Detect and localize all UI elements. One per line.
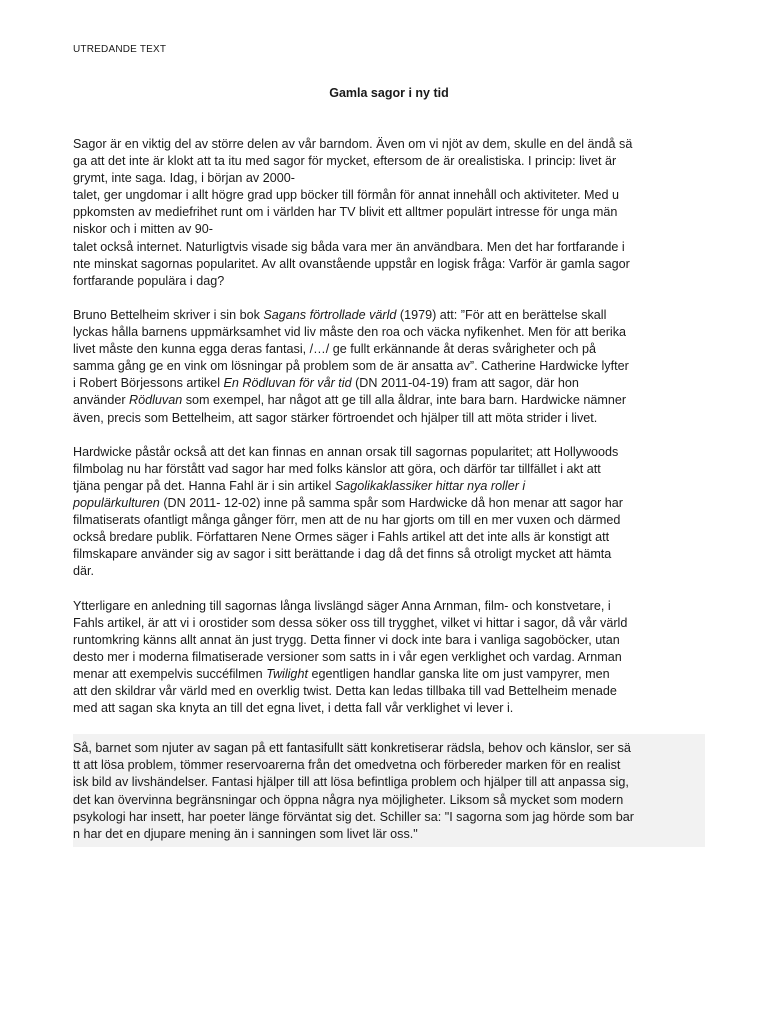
text-line: att den skildrar vår värld med en overklig twist. Detta kan ledas tillbaka till vad Bettelheim menade [73, 684, 617, 698]
text-line: menar att exempelvis succéfilmen Twilight egentligen handlar ganska lite om just vampyrer, men [73, 666, 610, 681]
paragraph [73, 444, 705, 581]
text-line: grymt, inte saga. Idag, i början av 2000- [73, 171, 295, 186]
text-line: desto mer i moderna filmatiserade versioner som satts in i vår egen verklighet och vardag. Arnman [73, 649, 622, 664]
text-line: även, precis som Bettelheim, att sagor stärker förtroendet och hjälper till att möta strider i livet. [73, 410, 598, 425]
text-line: Fahls artikel, är att vi i orostider som dessa söker oss till trygghet, vilket vi hittar i sagor, då vår värld [73, 615, 628, 630]
text-line: i Robert Börjessons artikel En Rödluvan för vår tid (DN 2011-04-19) fram att sagor, där hon [73, 376, 579, 391]
italic-title: populärkulturen [73, 495, 160, 510]
italic-title: Rödluvan [129, 393, 183, 408]
text-line: ga att det inte är klokt att ta itu med sagor för mycket, eftersom de är orealistiska. I princip: livet är [73, 154, 617, 169]
text-line: livet måste den kunna egga deras fantasi, /…/ ge fullt erkännande åt deras svårigheter och på [73, 342, 596, 357]
text-line: filmatiserats ofantligt många gånger förr, men att de nu har gjorts om till en mer vuxen och därmed [73, 513, 621, 528]
text-line: samma gång ge en vink om lösningar på problem som de är ansatta av”. Catherine Hardwicke lyfter [73, 359, 629, 374]
text-line: Så, barnet som njuter av sagan på ett fantasifullt sätt konkretiserar rädsla, behov och känslor, ser sä [73, 741, 631, 756]
text-line: talet, ger ungdomar i allt högre grad upp böcker till förmån för annat innehåll och aktiviteter. Med u [73, 188, 620, 203]
text-line: niskor och i mitten av 90- [73, 222, 213, 237]
text-line: använder Rödluvan som exempel, har något att ge till alla åldrar, inte bara barn. Hardwicke nämner [73, 393, 627, 408]
italic-title: Sagolikaklassiker hittar nya roller i [334, 478, 526, 493]
text-line: filmbolag nu har förstått vad sagor har med folks känslor att göra, och därför tar tillfället i akt att [73, 461, 601, 476]
italic-title: Twilight [266, 666, 308, 681]
text-line: det kan övervinna begränsningar och öppna några nya möjligheter. Liksom så mycket som modern [73, 792, 624, 807]
text-line: lyckas hålla barnens uppmärksamhet vid liv måste den roa och väcka nyfikenhet. Men för att berika [73, 325, 626, 340]
text-line: tt att lösa problem, tömmer reservoarerna från det omedvetna och förbereder marken för en realist [73, 758, 621, 773]
italic-title: En Rödluvan för vår tid [223, 376, 352, 391]
text-line: populärkulturen (DN 2011- 12-02) inne på samma spår som Hardwicke då hon menar att sagor har [73, 495, 623, 510]
text-line: nte minskat sagornas popularitet. Av allt ovanstående uppstår en logisk fråga: Varför är gamla sagor [73, 256, 630, 271]
paragraph [73, 307, 705, 427]
text-line: isk bild av livshändelser. Fantasi hjälper till att lösa befintliga problem och hjälper till att anpassa sig, [73, 775, 629, 790]
text-line: Hardwicke påstår också att det kan finnas en annan orsak till sagornas popularitet; att Hollywoods [73, 444, 619, 459]
text-line: talet också internet. Naturligtvis visade sig båda vara mer än användbara. Men det har fortfarande i [73, 239, 625, 254]
text-line: runtomkring känns allt annat än just trygg. Detta finner vi dock inte bara i vanliga sagoböcker, utan [73, 632, 620, 647]
text-line: ppkomsten av mediefrihet runt om i världen har TV blivit ett alltmer populärt intresse för unga män [73, 205, 618, 220]
document-title: Gamla sagor i ny tid [329, 86, 449, 100]
text-line: också bredare publik. Författaren Nene Ormes säger i Fahls artikel att det inte alls är konstigt att [73, 530, 610, 545]
text-line: där. [73, 564, 95, 579]
paragraph [73, 598, 705, 718]
document-label: UTREDANDE TEXT [73, 44, 167, 55]
text-line: filmskapare använder sig av sagor i sitt berättande i dag då det finns så otroligt mycket att hämta [73, 547, 612, 562]
document-body [73, 136, 705, 864]
text-line: Ytterligare en anledning till sagornas långa livslängd säger Anna Arnman, film- och konstvetare, i [73, 598, 611, 613]
paragraph [73, 734, 705, 847]
text-line: fortfarande populära i dag? [73, 273, 225, 288]
text-line: Bruno Bettelheim skriver i sin bok Sagans förtrollade värld (1979) att: ”För att en berättelse skall [73, 307, 607, 322]
text-line: n har det en djupare mening än i sanningen som livet lär oss." [73, 826, 418, 841]
italic-title: Sagans förtrollade värld [263, 307, 397, 322]
text-line: psykologi har insett, har poeter länge förväntat sig det. Schiller sa: "I sagorna som jag hörde som bar [73, 809, 634, 824]
text-line: tjäna pengar på det. Hanna Fahl är i sin artikel Sagolikaklassiker hittar nya roller i [73, 478, 526, 493]
text-line: med att sagan ska knyta an till det egna livet, i detta fall vår verklighet vi lever i. [73, 701, 514, 716]
paragraph [73, 136, 705, 290]
text-line: Sagor är en viktig del av större delen av vår barndom. Även om vi njöt av dem, skulle en del ändå sä [73, 137, 633, 151]
